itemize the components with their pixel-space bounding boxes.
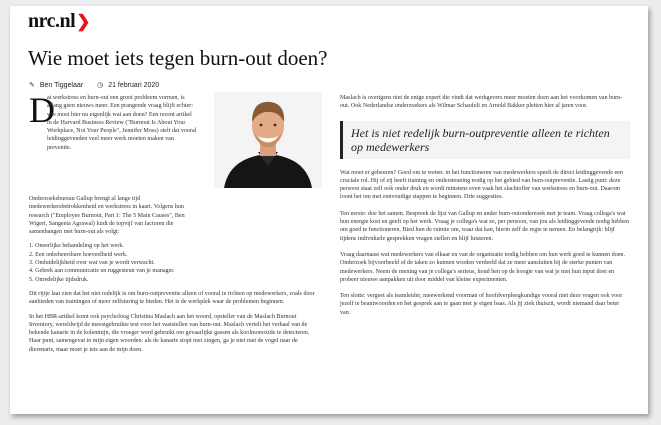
article-meta (29, 81, 159, 89)
left-column (29, 90, 322, 354)
clock-icon: ◷ (97, 82, 104, 89)
paragraph-experts: Maslach is overigens niet de enige expert die vindt dat werkgevers meer moeten doen aan het voorkomen van burn-out. Ook Nederlandse onderzoekers als Wilmar Schaufeli en Arnold Bakker pleiten hier al jaren voor. (340, 95, 623, 110)
nrc-logo[interactable] (28, 10, 90, 33)
intro-block (29, 90, 322, 189)
list-item: 2. Een onbeheersbare hoeveelheid werk. (29, 251, 128, 258)
paragraph-maslach: In het HBR-artikel komt ook psycholoog Christina Maslach aan het woord, opsteller van de Maslach Burnout Inventory, wereldwijd de meestgebruikte test voor het vaststellen van burn-out. Maslach vertelt het verhaal van de bekende kanarie in de kolenmijn, die vroeger werd gebruikt om gevaarlijke gassen als koolmonoxide te detecteren. Haar punt, samengevat in mijn eigen woorden: als de kanarie stopt met zingen, ga je niet met de vogel naar de dierenarts, maar moet je iets aan de mijn doen. (29, 313, 310, 353)
logo-name: nrc (28, 10, 56, 32)
logo-tld: .nl (55, 10, 76, 32)
article-page (10, 6, 648, 414)
paragraph-what-now: Wat moet er gebeuren? Goed om te weten: in het functioneren van medewerkers speelt de direct leidinggevende een cruciale rol. Hij of zij heeft training en ondersteuning nodig op het gebied van burn-outpreventie. Lastig punt: deze persoon staat zelf ook onder druk en wordt minstens even vaak het slachtoffer van werkstress en burn-out. Daarom loont het om met eenvoudige stappen te beginnen. Drie suggesties. (340, 169, 623, 201)
author-photo (214, 92, 322, 188)
article-title: Wie moet iets tegen burn-out doen? (28, 46, 328, 70)
list-item: 5. Onredelijke tijdsdruk. (29, 276, 89, 283)
right-column (340, 94, 630, 325)
logo-chevron-icon: ❯ (76, 12, 90, 31)
pull-quote-subheading: Het is niet redelijk burn-outpreventie alleen te richten op medewerkers (340, 121, 630, 159)
drop-cap: D (29, 90, 55, 130)
list-item: 1. Oneerlijke behandeling op het werk. (29, 243, 124, 250)
paragraph-finally: Ten slotte: vergeet als teamleider, meewerkend voorman of hoofdverpleegkundige vooral niet deze vragen ook voor jezelf te beantwoorden en het gesprek aan te gaan met je eigen baas. Als jij ziek thuiszit, wordt niemand daar beter van. (340, 293, 623, 316)
pen-icon: ✎ (29, 82, 35, 89)
paragraph-conclusion: Dit rijtje laat zien dat het niet redelijk is om burn-outpreventie alleen of vooral te richten op medewerkers, zoals door aanbieden van trainingen of meer zelfsturing te bieden. Het is de werkplek waar de problemen beginnen. (29, 290, 315, 306)
paragraph-first: Ten eerste: doe het samen. Bespreek de lijst van Gallup en ander burn-outonderzoek met je team. Vraag collega's wat hun energie kost en geeft op het werk. Vraag je collega's wat ze, per persoon, van jou als leidinggevende nodig hebben om goed te functioneren. Bied hun de ruimte om, waar dat kan, hierin zelf de regie te nemen. En belangrijk: blijf tijdens individuele gesprekken vragen stellen en blijf luisteren. (340, 210, 630, 242)
burnout-factor-list (29, 242, 322, 283)
list-item: 4. Gebrek aan communicatie en ruggesteun van je manager. (29, 268, 175, 275)
list-item: 3. Onduidelijkheid over wat van je wordt verwacht. (29, 260, 155, 267)
author-name[interactable]: Ben Tiggelaar (39, 81, 84, 89)
publish-date: 21 februari 2020 (108, 81, 160, 89)
intro-paragraph: at werkstress en burn-out een groot probleem vormen, is allang geen nieuws meer. Een prangende vraag blijft echter: wie moet hier nu eigenlijk wat aan doen? Een recent artikel in de Harvard Business Review ("Burnout Is About Your Workplace, Not Your People", Jennifer Moss) stelt dat vooral leidinggevenden veel meer werk moeten maken van preventie. (47, 95, 197, 151)
paragraph-second: Vraag daarnaast wat medewerkers van elkaar en van de organisatie nodig hebben om hun werk goed te kunnen doen. Onderzoek bijvoorbeeld of de taken zo kunnen worden verdeeld dat ze meer aansluiten bij de sterke punten van medewerkers. Neem de mening van je collega's serieus, houd hen op de hoogte van wat je met hun input doet en probeer nieuwe aanpakken uit door middel van kleine experimenten. (340, 251, 625, 283)
paragraph-gallup: Onderzoeksbureau Gallup brengt al lange tijd medewerkersbetrokkenheid en werkstress in kaart. Volgens hun research ("Employee Burnout, Part 1: The 5 Main Causes", Ben Wigert, Sangeeta Agrawal) luidt de topvijf van factoren die samenhangen met burn-out als volgt: (29, 196, 185, 236)
